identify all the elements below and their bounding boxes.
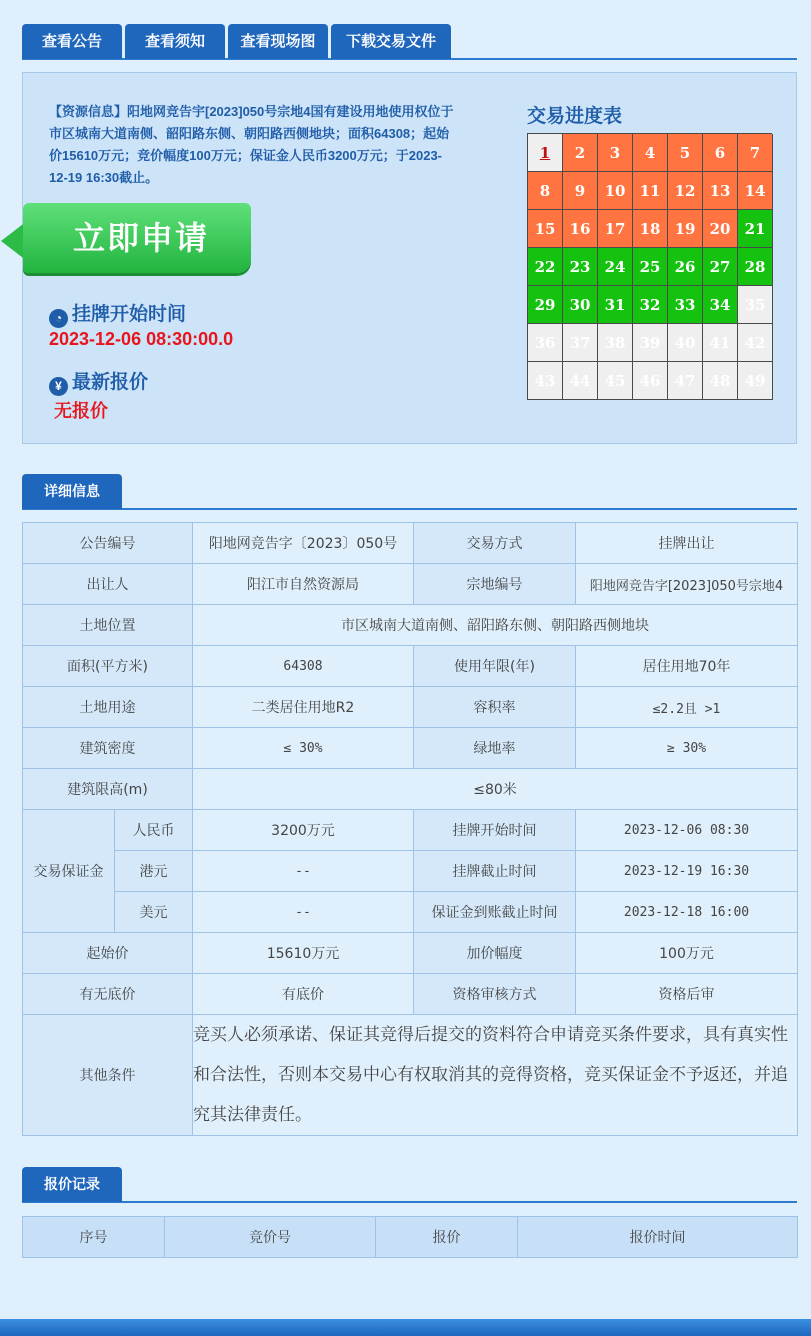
- cell-value: 2023-12-06 08:30: [576, 810, 798, 851]
- apply-now-button[interactable]: [1, 201, 251, 275]
- progress-day-19: 19: [668, 210, 703, 248]
- cell-label: 其他条件: [23, 1015, 193, 1136]
- cell-value: 资格后审: [576, 974, 798, 1015]
- progress-day-35: 35: [738, 286, 773, 324]
- cell-value: 有底价: [193, 974, 414, 1015]
- cell-label: 出让人: [23, 564, 193, 605]
- progress-day-28: 28: [738, 248, 773, 286]
- table-row: [23, 728, 798, 769]
- table-row: [23, 933, 798, 974]
- cell-label: 容积率: [414, 687, 576, 728]
- progress-day-7: 7: [738, 134, 773, 172]
- progress-day-32: 32: [633, 286, 668, 324]
- progress-day-40: 40: [668, 324, 703, 362]
- progress-day-2: 2: [563, 134, 598, 172]
- resource-info-text: 【资源信息】阳地网竞告宇[2023]050号宗地4国有建设用地使用权位于市区城南大道南侧、韶阳路东侧、朝阳路西侧地块；面积64308；起始价15610万元；竞价幅度100万元；保证金人民币3200万元；于2023-12-19 16:30截止。: [49, 104, 454, 185]
- progress-day-16: 16: [563, 210, 598, 248]
- cell-value: 15610万元: [193, 933, 414, 974]
- latest-bid-value: 无报价: [54, 401, 108, 421]
- progress-day-41: 41: [703, 324, 738, 362]
- progress-day-30: 30: [563, 286, 598, 324]
- progress-day-43: 43: [528, 362, 563, 400]
- cell-value-other-conditions: 竞买人必须承诺、保证其竞得后提交的资料符合申请竞买条件要求，具有真实性和合法性，否则本交易中心有权取消其的竞得资格，竞买保证金不予返还，并追究其法律责任。: [193, 1015, 798, 1136]
- table-row: [23, 687, 798, 728]
- cell-value: --: [193, 892, 414, 933]
- progress-day-44: 44: [563, 362, 598, 400]
- cell-label: 公告编号: [23, 523, 193, 564]
- progress-day-20: 20: [703, 210, 738, 248]
- cell-label: 人民币: [115, 810, 193, 851]
- progress-day-1[interactable]: 1: [528, 134, 563, 172]
- progress-day-39: 39: [633, 324, 668, 362]
- tab-view-notice[interactable]: 查看须知: [125, 24, 225, 59]
- table-row: [23, 892, 798, 933]
- cell-value: 阳江市自然资源局: [193, 564, 414, 605]
- progress-day-31: 31: [598, 286, 633, 324]
- progress-day-25: 25: [633, 248, 668, 286]
- column-header: 竞价号: [165, 1217, 376, 1258]
- progress-day-45: 45: [598, 362, 633, 400]
- cell-label: 土地位置: [23, 605, 193, 646]
- progress-day-18: 18: [633, 210, 668, 248]
- cell-value: 100万元: [576, 933, 798, 974]
- tab-bid-records[interactable]: 报价记录: [22, 1167, 122, 1202]
- cell-label: 保证金到账截止时间: [414, 892, 576, 933]
- listing-start-heading: [49, 299, 186, 328]
- cell-label: 有无底价: [23, 974, 193, 1015]
- progress-day-22: 22: [528, 248, 563, 286]
- bid-records-table: [22, 1216, 798, 1258]
- cell-label: 绿地率: [414, 728, 576, 769]
- progress-day-8: 8: [528, 172, 563, 210]
- cell-label: 面积(平方米): [23, 646, 193, 687]
- table-row: [23, 974, 798, 1015]
- progress-day-27: 27: [703, 248, 738, 286]
- progress-table-title: 交易进度表: [527, 106, 623, 127]
- table-row: [23, 769, 798, 810]
- progress-day-49: 49: [738, 362, 773, 400]
- records-section-header: [22, 1167, 797, 1203]
- column-header: 报价时间: [518, 1217, 798, 1258]
- table-row: [23, 810, 798, 851]
- tab-view-site-map[interactable]: 查看现场图: [228, 24, 328, 59]
- table-row: [23, 564, 798, 605]
- cell-label: 资格审核方式: [414, 974, 576, 1015]
- cell-label: 土地用途: [23, 687, 193, 728]
- cell-label: 使用年限(年): [414, 646, 576, 687]
- progress-day-17: 17: [598, 210, 633, 248]
- cell-label: 建筑密度: [23, 728, 193, 769]
- cell-label: 交易保证金: [23, 810, 115, 933]
- tab-download-files[interactable]: 下载交易文件: [331, 24, 451, 59]
- column-header: 报价: [376, 1217, 518, 1258]
- progress-day-37: 37: [563, 324, 598, 362]
- progress-day-26: 26: [668, 248, 703, 286]
- progress-day-12: 12: [668, 172, 703, 210]
- cell-value: 阳地网竞告字〔2023〕050号: [193, 523, 414, 564]
- cell-value: ≤ 30%: [193, 728, 414, 769]
- cell-label: 挂牌截止时间: [414, 851, 576, 892]
- progress-day-34: 34: [703, 286, 738, 324]
- detail-table: [22, 522, 798, 1136]
- progress-day-23: 23: [563, 248, 598, 286]
- cell-label: 港元: [115, 851, 193, 892]
- progress-day-42: 42: [738, 324, 773, 362]
- resource-info-panel: [22, 72, 797, 444]
- footer-bar: [0, 1319, 811, 1336]
- progress-day-13: 13: [703, 172, 738, 210]
- table-row: [23, 1015, 798, 1136]
- apply-button-label: 立即申请: [73, 219, 210, 257]
- listing-start-label: 挂牌开始时间: [72, 304, 187, 325]
- progress-day-9: 9: [563, 172, 598, 210]
- tab-detail-info[interactable]: 详细信息: [22, 474, 122, 509]
- progress-grid: [527, 133, 772, 400]
- cell-label: 交易方式: [414, 523, 576, 564]
- progress-day-46: 46: [633, 362, 668, 400]
- progress-day-24: 24: [598, 248, 633, 286]
- progress-day-3: 3: [598, 134, 633, 172]
- cell-label: 起始价: [23, 933, 193, 974]
- top-tab-bar: [22, 24, 797, 60]
- cell-value: 2023-12-19 16:30: [576, 851, 798, 892]
- progress-day-15: 15: [528, 210, 563, 248]
- cell-value: 市区城南大道南侧、韶阳路东侧、朝阳路西侧地块: [193, 605, 798, 646]
- table-header-row: [23, 1217, 798, 1258]
- cell-value: ≥ 30%: [576, 728, 798, 769]
- cell-label: 建筑限高(m): [23, 769, 193, 810]
- yen-icon: ¥: [49, 377, 68, 396]
- column-header: 序号: [23, 1217, 165, 1258]
- progress-day-21: 21: [738, 210, 773, 248]
- table-row: [23, 851, 798, 892]
- progress-day-10: 10: [598, 172, 633, 210]
- cell-label: 挂牌开始时间: [414, 810, 576, 851]
- progress-day-6: 6: [703, 134, 738, 172]
- cell-value: ≤80米: [193, 769, 798, 810]
- cell-label: 美元: [115, 892, 193, 933]
- cell-value: 居住用地70年: [576, 646, 798, 687]
- progress-day-14: 14: [738, 172, 773, 210]
- table-row: [23, 605, 798, 646]
- progress-day-38: 38: [598, 324, 633, 362]
- cell-label: 宗地编号: [414, 564, 576, 605]
- progress-day-5: 5: [668, 134, 703, 172]
- cell-value: ≤2.2且 >1: [576, 687, 798, 728]
- cell-value: 挂牌出让: [576, 523, 798, 564]
- progress-day-4: 4: [633, 134, 668, 172]
- cell-value: 3200万元: [193, 810, 414, 851]
- cell-label: 加价幅度: [414, 933, 576, 974]
- detail-section-header: [22, 474, 797, 510]
- latest-bid-label: 最新报价: [72, 372, 149, 393]
- progress-day-29: 29: [528, 286, 563, 324]
- table-row: [23, 523, 798, 564]
- latest-bid-heading: [49, 367, 148, 396]
- cell-value: 二类居住用地R2: [193, 687, 414, 728]
- progress-day-47: 47: [668, 362, 703, 400]
- progress-day-11: 11: [633, 172, 668, 210]
- progress-day-36: 36: [528, 324, 563, 362]
- tab-view-announcement[interactable]: 查看公告: [22, 24, 122, 59]
- cell-value: 阳地网竞告字[2023]050号宗地4: [576, 564, 798, 605]
- progress-day-33: 33: [668, 286, 703, 324]
- cell-value: 2023-12-18 16:00: [576, 892, 798, 933]
- cell-value: 64308: [193, 646, 414, 687]
- cell-value: --: [193, 851, 414, 892]
- table-row: [23, 646, 798, 687]
- listing-start-value: 2023-12-06 08:30:00.0: [49, 329, 234, 349]
- progress-day-48: 48: [703, 362, 738, 400]
- clock-icon: ◔: [49, 309, 68, 328]
